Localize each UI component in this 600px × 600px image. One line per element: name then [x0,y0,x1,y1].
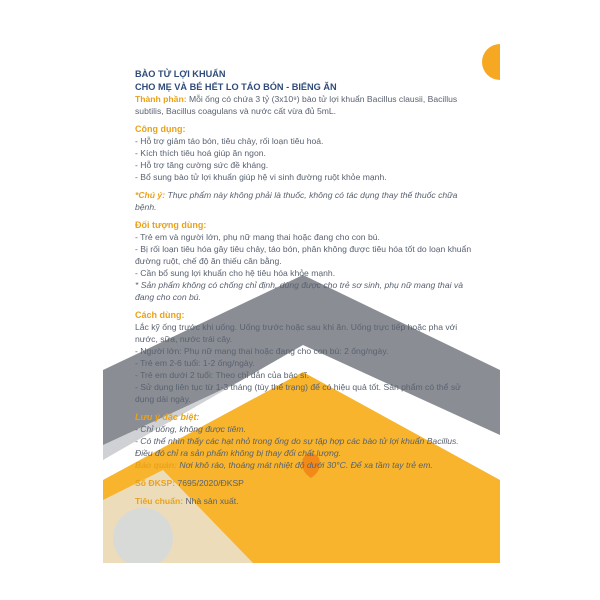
usage-note [135,189,473,213]
target-title: Đối tượng dùng: [135,220,207,230]
usage-note-label: *Chú ý: [135,190,166,200]
special-notes-title: Lưu ý đặc biệt: [135,412,200,422]
label-content [135,68,473,507]
product-header-line1: BÀO TỬ LỢI KHUẨN [135,69,226,79]
usage-title: Công dụng: [135,124,186,134]
target-item: - Cần bổ sung lợi khuẩn cho hệ tiêu hóa khỏe mạnh. [135,268,336,278]
standard [135,495,473,507]
target-item: - Trẻ em và người lớn, phụ nữ mang thai hoặc đang cho con bú. [135,232,380,242]
directions-item: - Sử dụng liên tục từ 1-3 tháng (tùy thể trạng) để có hiệu quả tốt. Sản phẩm có thể sử dụng dài ngày. [135,382,461,404]
usage-item: - Kích thích tiêu hoá giúp ăn ngon. [135,148,266,158]
registration-text: 7695/2020/ĐKSP [175,478,244,488]
directions-item: - Trẻ em 2-6 tuổi: 1-2 ống/ngày. [135,358,255,368]
storage-label: Bảo quản: [135,460,178,470]
directions-item: - Người lớn: Phụ nữ mang thai hoặc đang cho con bú: 2 ống/ngày. [135,346,389,356]
usage-note-text: Thực phẩm này không phải là thuốc, không có tác dụng thay thế thuốc chữa bệnh. [135,190,458,212]
storage [135,459,473,471]
registration-label: Số ĐKSP: [135,478,176,488]
standard-label: Tiêu chuẩn: [135,496,184,506]
ingredients-label: Thành phần: [135,94,187,104]
target-note: * Sản phẩm không có chống chỉ định, dùng được cho trẻ sơ sinh, phụ nữ mang thai và đang cho con bú. [135,280,463,302]
directions-title: Cách dùng: [135,310,185,320]
special-note-item: - Có thể nhìn thấy các hạt nhỏ trong ống do sự tập hợp các bào tử lợi khuẩn Bacillus. Điều đó chỉ ra sản phẩm không bị thay đổi chất lượng. [135,436,459,458]
directions-item: - Trẻ em dưới 2 tuổi: Theo chỉ dẫn của bác sĩ. [135,370,310,380]
ingredients [135,93,473,117]
ingredients-text: Mỗi ống có chứa 3 tỷ (3x10⁹) bào tử lợi khuẩn Bacillus clausii, Bacillus subtilis, Bacillus coagulans và nước cất vừa đủ 5mL. [135,94,458,116]
special-note-item: - Chỉ uống, không được tiêm. [135,424,246,434]
standard-text: Nhà sản xuất. [183,496,239,506]
directions-item: Lắc kỹ ống trước khi uống. Uống trước hoặc sau khi ăn. Uống trực tiếp hoặc pha với nước, sữa, nước trái cây. [135,322,458,344]
target-item: - Bị rối loạn tiêu hóa gây tiêu chảy, táo bón, phân không được tiêu hóa tốt do loạn khuẩn đường ruột, chế độ ăn thiếu cân bằng. [135,244,472,266]
product-header-line2: CHO MẸ VÀ BÉ HẾT LO TÁO BÓN - BIẾNG ĂN [135,81,337,92]
storage-text: Nơi khô ráo, thoáng mát nhiệt độ dưới 30°C. Để xa tầm tay trẻ em. [177,460,433,470]
usage-item: - Bổ sung bào tử lợi khuẩn giúp hệ vi sinh đường ruột khỏe mạnh. [135,172,387,182]
registration-number [135,477,473,489]
product-box-panel [103,40,500,563]
usage-item: - Hỗ trợ giảm táo bón, tiêu chảy, rối loạn tiêu hoá. [135,136,324,146]
usage-item: - Hỗ trợ tăng cường sức đề kháng. [135,160,269,170]
